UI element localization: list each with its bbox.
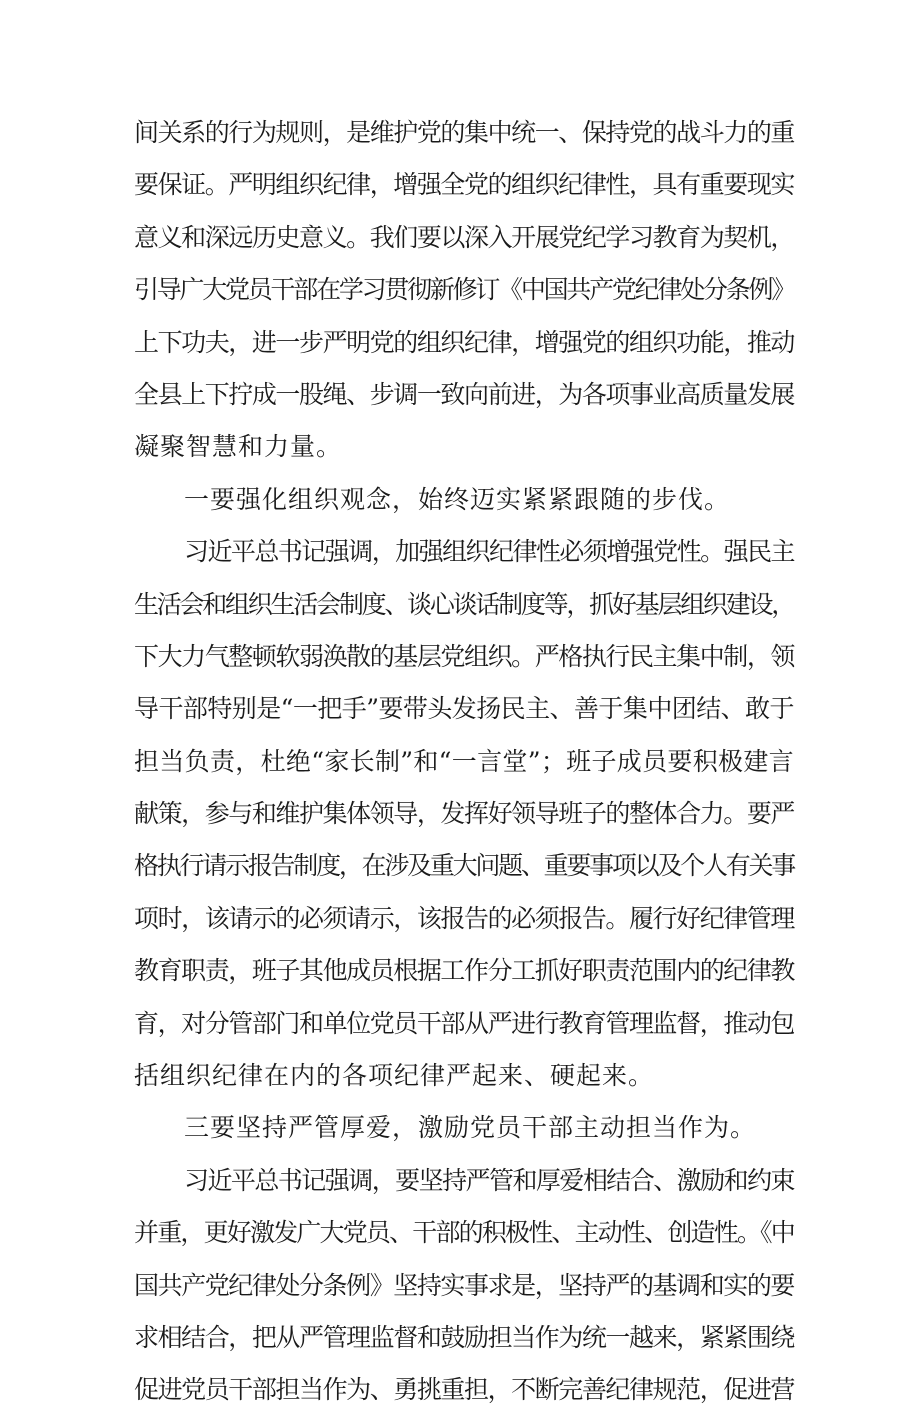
text-line: 献策，参与和维护集体领导，发挥好领导班子的整体合力。要严 — [134, 799, 794, 829]
text-line: 育，对分管部门和单位党员干部从严进行教育管理监督，推动包 — [134, 1008, 794, 1038]
text-line: 要保证。严明组织纪律，增强全党的组织纪律性，具有重要现实 — [134, 170, 794, 200]
text-line: 项时，该请示的必须请示，该报告的必须报告。履行好纪律管理 — [134, 903, 794, 933]
paragraph-first-line: 习近平总书记强调，要坚持严管和厚爱相结合、激励和约束 — [184, 1165, 794, 1195]
text-line: 间关系的行为规则，是维护党的集中统一、保持党的战斗力的重 — [134, 118, 794, 147]
text-line: 格执行请示报告制度，在涉及重大问题、重要事项以及个人有关事 — [134, 851, 794, 881]
text-line: 凝聚智慧和力量。 — [134, 432, 343, 462]
text-line: 意义和深远历史意义。我们要以深入开展党纪学习教育为契机， — [134, 222, 794, 252]
text-line: 并重，更好激发广大党员、干部的积极性、主动性、创造性。《中 — [134, 1218, 794, 1248]
paragraph-first-line: 习近平总书记强调，加强组织纪律性必须增强党性。强民主 — [184, 537, 794, 567]
paragraph-first-line: 三要坚持严管厚爱，激励党员干部主动担当作为。 — [184, 1113, 757, 1143]
text-line: 下大力气整顿软弱涣散的基层党组织。严格执行民主集中制，领 — [134, 641, 794, 671]
text-line: 促进党员干部担当作为、勇挑重担，不断完善纪律规范，促进营 — [134, 1375, 794, 1405]
text-line: 括组织纪律在内的各项纪律严起来、硬起来。 — [134, 1061, 655, 1091]
text-line: 生活会和组织生活会制度、谈心谈话制度等，抓好基层组织建设， — [134, 589, 794, 619]
document-body-text — [134, 107, 794, 1417]
text-line: 担当负责，杜绝“家长制”和“一言堂”；班子成员要积极建言 — [134, 746, 794, 776]
text-line: 求相结合，把从严管理监督和鼓励担当作为统一越来，紧紧围绕 — [134, 1322, 794, 1352]
text-line: 引导广大党员干部在学习贯彻新修订《中国共产党纪律处分条例》 — [134, 275, 794, 305]
text-line: 导干部特别是“一把手”要带头发扬民主、善于集中团结、敢于 — [134, 694, 794, 724]
text-line: 全县上下拧成一股绳、步调一致向前进，为各项事业高质量发展 — [134, 379, 794, 409]
text-line: 上下功夫，进一步严明党的组织纪律，增强党的组织功能，推动 — [134, 327, 794, 357]
text-line: 国共产党纪律处分条例》坚持实事求是，坚持严的基调和实的要 — [134, 1270, 794, 1300]
paragraph-first-line: 一要强化组织观念，始终迈实紧紧跟随的步伐。 — [184, 484, 731, 514]
text-line: 教育职责，班子其他成员根据工作分工抓好职责范围内的纪律教 — [134, 956, 794, 986]
